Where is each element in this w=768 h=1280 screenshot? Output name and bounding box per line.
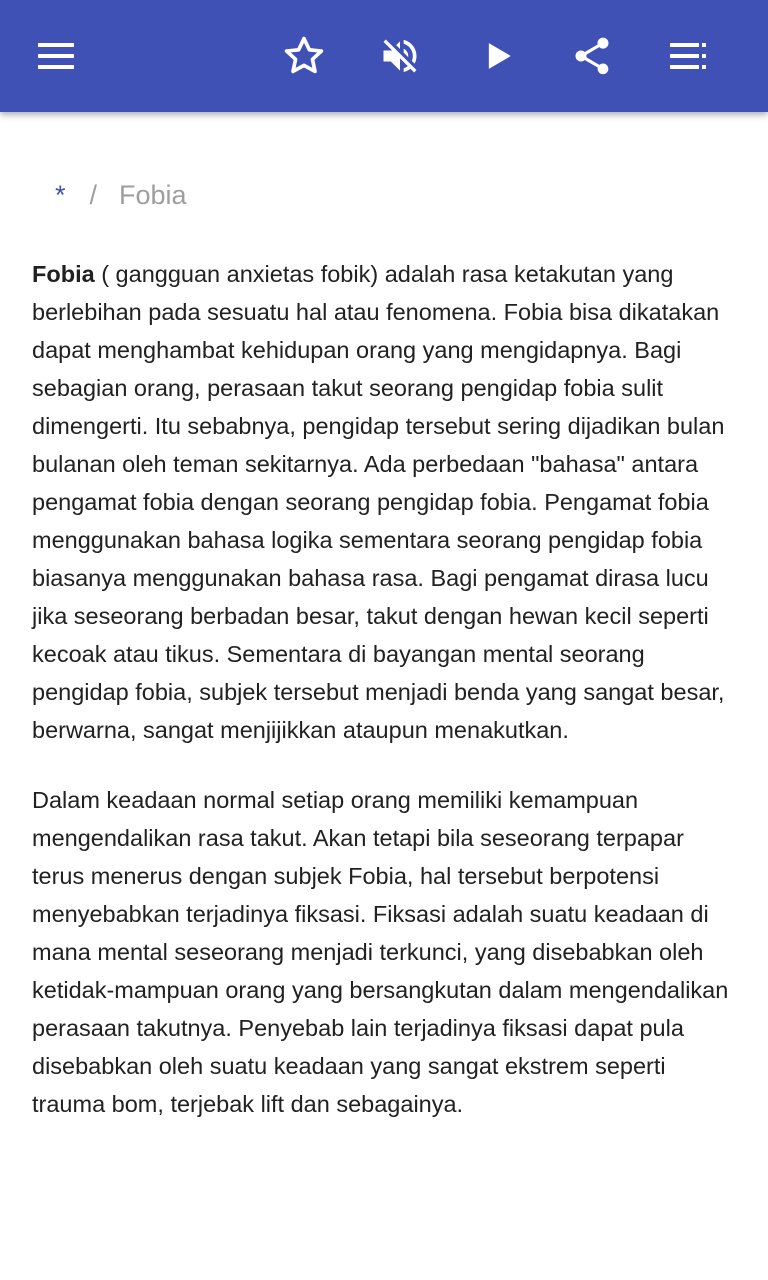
play-button[interactable] (470, 28, 526, 84)
bookmark-button[interactable] (276, 28, 332, 84)
star-outline-icon (282, 34, 326, 78)
menu-button[interactable] (28, 28, 84, 84)
article-content (0, 112, 768, 1280)
play-icon (476, 34, 520, 78)
breadcrumb (55, 180, 187, 211)
breadcrumb-current: Fobia (119, 180, 187, 210)
article-paragraph (32, 255, 740, 749)
volume-off-icon (378, 34, 422, 78)
menu-icon (36, 41, 76, 71)
mute-button[interactable] (372, 28, 428, 84)
article-body (32, 255, 740, 1155)
contents-list-button[interactable] (660, 28, 716, 84)
share-icon (570, 34, 614, 78)
breadcrumb-separator: / (89, 180, 98, 210)
article-paragraph: Dalam keadaan normal setiap orang memiliki kemampuan mengendalikan rasa takut. Akan tetapi bila seseorang terpapar terus menerus dengan subjek Fobia, hal tersebut berpotensi menyebabkan terjadinya fiksasi. Fiksasi adalah suatu keadaan di mana mental seseorang menjadi terkunci, yang disebabkan oleh ketidak-mampuan orang yang bersangkutan dalam mengendalikan perasaan takutnya. Penyebab lain terjadinya fiksasi dapat pula disebabkan oleh suatu keadaan yang sangat ekstrem seperti trauma bom, terjebak lift dan sebagainya. (32, 787, 729, 1117)
app-toolbar (0, 0, 768, 112)
article-paragraph-text: ( gangguan anxietas fobik) adalah rasa ketakutan yang berlebihan pada sesuatu hal atau fenomena. Fobia bisa dikatakan dapat menghambat kehidupan orang yang mengidapnya. Bagi sebagian orang, perasaan takut seorang pengidap fobia sulit dimengerti. Itu sebabnya, pengidap tersebut sering dijadikan bulan bulanan oleh teman sekitarnya. Ada perbedaan "bahasa" antara pengamat fobia dengan seorang pengidap fobia. Pengamat fobia menggunakan bahasa logika sementara seorang pengidap fobia biasanya menggunakan bahasa rasa. Bagi pengamat dirasa lucu jika seseorang berbadan besar, takut dengan hewan kecil seperti kecoak atau tikus. Sementara di bayangan mental seorang pengidap fobia, subjek tersebut menjadi benda yang sangat besar, berwarna, sangat menjijikkan ataupun menakutkan. (32, 261, 725, 743)
article-term: Fobia (32, 261, 95, 287)
breadcrumb-root-link[interactable]: * (55, 180, 66, 210)
share-button[interactable] (564, 28, 620, 84)
list-icon (668, 41, 708, 71)
